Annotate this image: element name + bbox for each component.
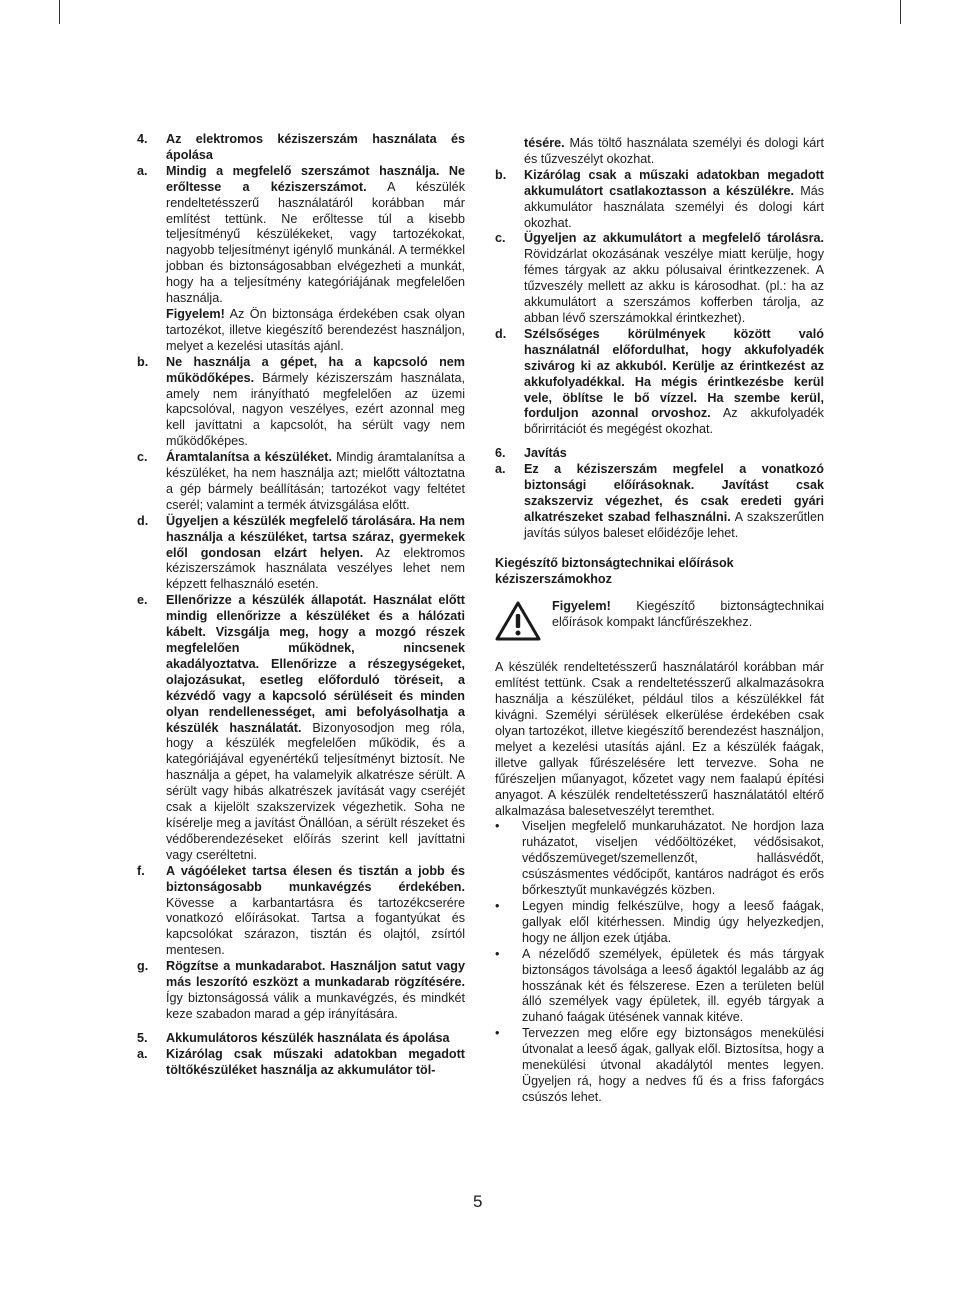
warning-box: Figyelem! Kiegészítő biztonságtechnikai előírások kompakt láncfűrészekhez. [495,599,824,646]
crop-mark-right [900,0,901,24]
item-f: f. A vágóéleket tartsa élesen és tisztán a jobb és biztonságosabb munkavégzés érdekében. Kövesse a karbantartásra és tartozékcserére vonatkozó előírásokat. Tartsa a fogantyúkat és kapcsolókat szárazon, tisztán és olajtól, zsírtól mentesen. [137,863,465,958]
section-heading-supplementary: Kiegészítő biztonságtechnikai előírások kéziszerszámokhoz [495,555,734,586]
item-e: e. Ellenőrizze a készülék állapotát. Használat előtt mindig ellenőrizze a készüléket és a hálózati kábelt. Vizsgálja meg, hogy a mozgó részek megfelelően működnek, nincsenek akadályoztatva. Ellenőrizze a részegységeket, olajozásukat, esetleg előforduló töréseit, a kézvédő vagy a kapcsoló sérüléseit és minden olyan rendellenességet, ami befolyásolhatja a készülék használatát. Bizonyosodjon meg róla, hogy a készülék megfelelően működik, és a kategóriájával egyenértékű teljesítményt biztosít. Ne használja a gépet, ha valamelyik alkatrésze sérült. A sérült vagy hibás alkatrészek javítását vagy cseréjét csak a kijelölt szakszervizek végezhetik. Soha ne kísérelje meg a javítást Önállóan, a sérült részeket és védőberendezéseket előírás szerint kell javíttatni vagy cseréltetni. [137,593,465,862]
left-column [137,132,465,1078]
item-d: d. Ügyeljen a készülék megfelelő tárolására. Ha nem használja a készüléket, tartsa száraz, gyermekek elől gondosan elzárt helyen. Az elektromos kéziszerszámok használata veszélyes lehet nem képzett felhasználó esetén. [137,513,465,592]
item-b: b. Ne használja a gépet, ha a kapcsoló nem működőképes. Bármely kéziszerszám használata, amely nem irányítható megfelelően az üzemi kapcsolóval, nagyon veszélyes, ezért azonnal meg kell javíttatni a kapcsolót, ha sérült vagy nem működőképes. [137,354,466,449]
item-5b: b. Kizárólag csak a műszaki adatokban megadott akkumulátort csatlakoztasson a készülékre. Más akkumulátor használata személyi és dologi kárt okozhat. [495,167,824,230]
item-5a: a. Kizárólag csak műszaki adatokban megadott töltőkészüléket használja az akkumulátor töl- [137,1046,465,1077]
bullet-list [495,819,824,1105]
bullet-item: • Legyen mindig felkészülve, hogy a leeső faágak, gallyak elől kitérhessen. Mindig úgy helyezkedjen, hogy ne álljon ezek útjába. [495,898,824,945]
bullet-item: • A nézelődő személyek, épületek és más tárgyak biztonságos távolsága a leeső ágaktól legalább az ág hosszának két és félszerese. Ezen a területen belül álló személyek vagy épületek, ill. egyéb tárgyak a zuhanó faágak ütésének vannak kitéve. [495,946,824,1025]
bullet-item: • Viseljen megfelelő munkaruházatot. Ne hordjon laza ruházatot, viseljen védőöltözéket, védősisakot, védőszemüveget/szemellenzőt, hallásvédőt, csúszásmentes védőcipőt, kantáros nadrágot és erős bőrkesztyűt munkavégzés közben. [495,819,824,898]
section-4-heading: 4. Az elektromos kéziszerszám használata és ápolása [137,132,465,162]
bullet-icon: • [495,819,500,834]
section-6-heading: 6. Javítás [495,446,567,461]
page-number: 5 [473,1192,483,1211]
item-5d: d. Szélsőséges körülmények között való használatnál előfordulhat, hogy akkufolyadék szivárog ki az akkuból. Kerülje az érintkezést az akkufolyadékkal. Ha mégis érintkezésbe kerül vele, öblítse le bő vízzel. Ha szembe kerül, forduljon azonnal orvoshoz. Az akkufolyadék bőrirritációt és megégést okozhat. [495,326,824,437]
warning-triangle-icon [495,599,552,646]
bullet-item: • Tervezzen meg előre egy biztonságos menekülési útvonalat a leeső ágak, gallyak elől. Biztosítsa, hogy a menekülési útvonal akadálytól mentes legyen. Ügyeljen rá, hogy a nedves fű és a friss faforgács csúszós lehet. [495,1026,824,1104]
section-5-heading: 5. Akkumulátoros készülék használata és ápolása [137,1030,450,1045]
bullet-icon: • [495,1026,500,1041]
right-column [495,136,824,1106]
bullet-icon: • [495,946,500,961]
item-6a: a. Ez a kéziszerszám megfelel a vonatkozó biztonsági előírásoknak. Javítást csak szakszerviz végezhet, és csak eredeti gyári alkatrészeket szabad felhasználni. A szakszerűtlen javítás súlyos baleset előidézője lehet. [495,462,824,540]
intro-paragraph: A készülék rendeltetésszerű használatáról korábban már említést tettünk. Csak a rendeltetésszerű alkalmazásokra használja a készüléket, például tilos a készülékkel fát kivágni. Személyi sérülések elkerülése érdekében csak olyan tartozékot, illetve kiegészítő berendezést használjon, melyet a kezelési utasítás ajánl. Ez a készülék faágak, illetve gallyak fűrészelésére lett tervezve. Soha ne fűrészeljen műanyagot, kőzetet vagy nem faalapú építési anyagot. A készülék rendeltetésszerű használatától eltérő alkalmazása balesetveszélyt teremthet. [495,660,824,818]
item-5c: c. Ügyeljen az akkumulátort a megfelelő tárolásra. Rövidzárlat okozásának veszélye miatt kerülje, hogy fémes tárgyak az akku pólusaival érintkezzenek. A tűzveszély mellett az akku is károsodhat. (pl.: ha az akkumulátort a szerszámos kofferben tárolja, az abban lévő szerszámokkal érintkezhet). [495,231,824,325]
crop-mark-left [59,0,60,24]
item-c: c. Áramtalanítsa a készüléket. Mindig áramtalanítsa a készüléket, ha nem használja azt; mielőtt változtatna a gép bármely beállításán; tartozékot vagy feltétet cserél; valamint a termék átvizsgálása előtt. [137,450,465,512]
item-g: g. Rögzítse a munkadarabot. Használjon satut vagy más leszorító eszközt a munkadarab rögzítésére. Így biztonságossá válik a munkavégzés, és mindkét keze szabadon marad a gép irányítására. [137,959,465,1021]
item-5a-continued: tésére. Más töltő használata személyi és dologi kárt és tűzveszélyt okozhat. [524,136,824,166]
item-a: a. Mindig a megfelelő szerszámot használja. Ne erőltesse a kéziszerszámot. A készülék rendeltetésszerű használatáról korábban már említést tettünk. Ne erőltesse túl a kisebb teljesítményű készülékeket, vagy tartozékokat, nagyobb teljesítményt igénylő munkánál. A termékkel jobban és biztonságosabban elvégezheti a munkát, hogy ha a teljesítmény kategóriájának megfelelően használja. Figyelem! Az Ön biztonsága érdekében csak olyan tartozékot, illetve kiegészítő berendezést használjon, melyet a kezelési utasítás ajánl. [137,163,465,353]
bullet-icon: • [495,898,500,913]
